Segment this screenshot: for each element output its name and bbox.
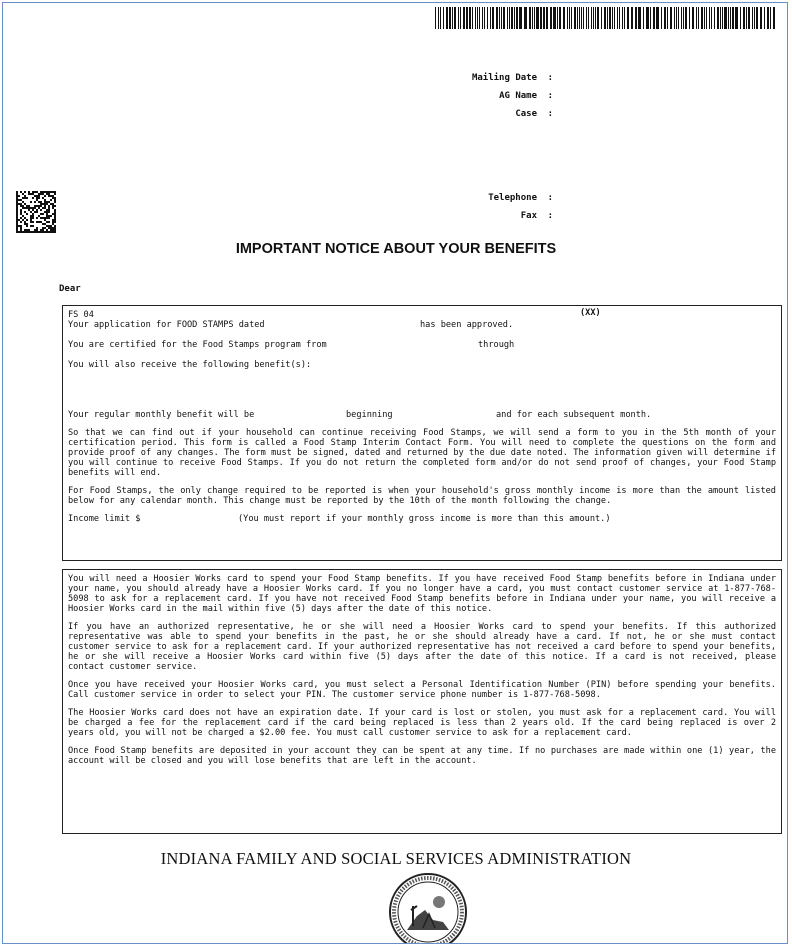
barcode-bar: [472, 7, 473, 29]
barcode-bar: [514, 7, 515, 29]
application-text: Your application for FOOD STAMPS dated: [68, 320, 265, 330]
barcode-bar: [469, 7, 471, 29]
telephone-label: Telephone: [488, 193, 537, 203]
barcode-bar: [674, 7, 675, 29]
barcode-bar: [709, 7, 710, 29]
barcode-bar: [676, 7, 677, 29]
subsequent-month-text: and for each subsequent month.: [496, 410, 652, 420]
barcode-bar: [452, 7, 453, 29]
barcode-bar: [681, 7, 682, 29]
barcode-bar: [764, 7, 765, 29]
barcode-bar: [767, 7, 769, 29]
income-limit-note: (You must report if your monthly gross income is more than this amount.): [238, 514, 611, 524]
hoosier-works-card-box: [62, 569, 782, 834]
barcode-bar: [740, 7, 741, 29]
barcode-bar: [667, 7, 668, 29]
barcode-bar: [443, 7, 444, 29]
card-info-paragraph: You will need a Hoosier Works card to spend your Food Stamp benefits. If you have received Food Stamp benefits before in Indiana under your name, you should already have a Hoosier Works card. If you no longer have a card, you must contact customer service at 1-877-768-5098 to ask for a replacement card. If you have not received Food Stamp benefits before in Indiana under your name, you will receive a Hoosier Works card in the mail within five (5) days after the date of this notice.: [68, 574, 776, 614]
barcode-bar: [524, 7, 527, 29]
form-code-suffix: (XX): [580, 308, 601, 318]
barcode-bar: [752, 7, 753, 29]
barcode-bar: [487, 7, 488, 29]
fax-label: Fax: [520, 211, 537, 221]
barcode-bar: [446, 7, 448, 29]
barcode-bar: [627, 7, 629, 29]
barcode-bar: [475, 7, 476, 29]
barcode-bar: [601, 7, 602, 29]
barcode-bar: [591, 7, 592, 29]
barcode-bar: [492, 7, 494, 29]
telephone-row: Telephone :: [433, 189, 653, 207]
barcode-bar: [670, 7, 672, 29]
barcode-bar: [563, 7, 565, 29]
barcode-bar: [559, 7, 561, 29]
authorized-representative-paragraph: If you have an authorized representative, he or she will need a Hoosier Works card to spend your benefits. If this authorized representative was able to spend your benefits in the past, he or she should already have a card. If not, he or she must contact customer service to ask for a replacement card. If your authorized representative has not received a card before to spend your benefits, he or she will receive a Hoosier Works card within five (5) days after the date of this notice. If a card is not received, please contact customer service.: [68, 622, 776, 672]
ag-name-label: AG Name: [499, 91, 537, 101]
barcode-bar: [577, 7, 578, 29]
ag-name-value: [553, 87, 653, 105]
barcode-bar: [646, 7, 649, 29]
contact-fields: [433, 189, 653, 225]
barcode-bar: [466, 7, 468, 29]
barcode-bar: [609, 7, 611, 29]
fax-value: [553, 207, 653, 225]
barcode-bar: [732, 7, 734, 29]
barcode-bar: [635, 7, 637, 29]
barcode-image: [435, 7, 775, 29]
barcode-bar: [760, 7, 762, 29]
barcode-bar: [588, 7, 589, 29]
datamatrix-code-icon: [16, 191, 56, 233]
barcode-bar: [617, 7, 618, 29]
barcode-bar: [529, 7, 531, 29]
barcode-bar: [511, 7, 513, 29]
barcode-bar: [458, 7, 459, 29]
account-expiration-paragraph: Once Food Stamp benefits are deposited in your account they can be spent at any time. If no purchases are made within one (1) year, the account will be closed and you will lose benefits that are left in the account.: [68, 746, 776, 766]
barcode-bar: [773, 7, 775, 29]
barcode-bar: [484, 7, 485, 29]
income-limit-label: Income limit $: [68, 514, 141, 524]
barcode-bar: [540, 7, 542, 29]
barcode-bar: [516, 7, 518, 29]
barcode-bar: [730, 7, 731, 29]
card-replacement-paragraph: The Hoosier Works card does not have an expiration date. If your card is lost or stolen, you must ask for a replacement card. You will be charged a fee for the replacement card if the card being replaced is less than 2 years old. If the card being replaced is over 2 years old, you will not be charged a $2.00 fee. You must call customer service to ask for a replacement card.: [68, 708, 776, 738]
barcode-bar: [650, 7, 651, 29]
barcode-bar: [756, 7, 758, 29]
barcode-bar: [546, 7, 548, 29]
barcode-bar: [614, 7, 615, 29]
case-row: Case :: [433, 105, 653, 123]
barcode-bar: [698, 7, 699, 29]
barcode-bar: [664, 7, 666, 29]
barcode-bar: [571, 7, 572, 29]
also-receive-text: You will also receive the following benefit(s):: [68, 360, 312, 370]
barcode-bar: [714, 7, 715, 29]
barcode-bar: [532, 7, 533, 29]
barcode-bar: [706, 7, 707, 29]
barcode-bar: [460, 7, 461, 29]
barcode-bar: [581, 7, 582, 29]
barcode-bar: [569, 7, 570, 29]
barcode-bar: [479, 7, 480, 29]
barcode-bar: [490, 7, 491, 29]
barcode-bar: [624, 7, 625, 29]
barcode-bar: [574, 7, 576, 29]
benefit-approval-box: [62, 305, 782, 561]
barcode-bar: [534, 7, 535, 29]
interim-contact-paragraph: So that we can find out if your household can continue receiving Food Stamps, we will send a form to you in the 5th month of your certification period. This form is called a Food Stamp Interim Contact Form. You will need to complete the questions on the form and provide proof of any changes. The form must be signed, dated and returned by the due date noted. The information given will determine if you will continue to receive Food Stamps. If you do not return the completed form and/or do not send proof of changes, your Food Stamp benefits will end.: [68, 428, 776, 478]
barcode-bar: [454, 7, 456, 29]
barcode-bar: [704, 7, 705, 29]
beginning-text: beginning: [346, 410, 393, 420]
barcode-bar: [701, 7, 703, 29]
case-label: Case: [515, 109, 537, 119]
barcode-bar: [692, 7, 694, 29]
barcode-bar: [696, 7, 697, 29]
barcode-bar: [503, 7, 505, 29]
barcode-bar: [622, 7, 623, 29]
agency-name: INDIANA FAMILY AND SOCIAL SERVICES ADMINISTRATION: [160, 849, 632, 868]
state-seal-icon: [383, 870, 473, 944]
barcode-bar: [543, 7, 545, 29]
barcode-bar: [449, 7, 451, 29]
certified-text: You are certified for the Food Stamps program from: [68, 340, 327, 350]
barcode-bar: [550, 7, 552, 29]
greeting: Dear: [59, 284, 81, 294]
through-text: through: [478, 340, 515, 350]
barcode-bar: [653, 7, 655, 29]
barcode-bar: [612, 7, 613, 29]
barcode-bar: [746, 7, 747, 29]
mailing-date-value: [553, 69, 653, 87]
barcode-bar: [463, 7, 465, 29]
mailing-date-row: Mailing Date :: [433, 69, 653, 87]
barcode-bar: [748, 7, 750, 29]
notice-page: [2, 2, 788, 944]
barcode-bar: [720, 7, 721, 29]
barcode-bar: [482, 7, 483, 29]
barcode-bar: [579, 7, 580, 29]
barcode-bar: [722, 7, 723, 29]
barcode-bar: [496, 7, 498, 29]
barcode-bar: [519, 7, 522, 29]
barcode-bar: [685, 7, 687, 29]
barcode-bar: [604, 7, 606, 29]
barcode-bar: [656, 7, 659, 29]
barcode-bar: [638, 7, 641, 29]
barcode-bar: [507, 7, 508, 29]
barcode-bar: [553, 7, 556, 29]
barcode-bar: [717, 7, 719, 29]
barcode-bar: [770, 7, 771, 29]
ag-name-row: AG Name :: [433, 87, 653, 105]
monthly-benefit-text: Your regular monthly benefit will be: [68, 410, 255, 420]
barcode-bar: [595, 7, 596, 29]
barcode-bar: [607, 7, 608, 29]
barcode-bar: [643, 7, 644, 29]
barcode-bar: [754, 7, 755, 29]
barcode-bar: [477, 7, 478, 29]
barcode-bar: [586, 7, 587, 29]
mailing-date-label: Mailing Date: [471, 73, 537, 83]
fax-row: Fax :: [433, 207, 653, 225]
header-fields: [433, 69, 653, 123]
barcode-bar: [435, 7, 436, 29]
barcode-bar: [735, 7, 738, 29]
barcode-bar: [509, 7, 510, 29]
barcode-bar: [501, 7, 502, 29]
telephone-value: [553, 189, 653, 207]
barcode-bar: [619, 7, 620, 29]
barcode-bar: [631, 7, 633, 29]
barcode-bar: [567, 7, 568, 29]
barcode-bar: [678, 7, 679, 29]
barcode-bar: [683, 7, 684, 29]
barcode-bar: [536, 7, 539, 29]
barcode-bar: [583, 7, 584, 29]
case-value: [553, 105, 653, 123]
barcode-bar: [440, 7, 441, 29]
notice-title: IMPORTANT NOTICE ABOUT YOUR BENEFITS: [235, 241, 557, 257]
form-code: FS 04: [68, 310, 94, 320]
barcode-bar: [438, 7, 439, 29]
barcode-bar: [728, 7, 729, 29]
barcode-bar: [661, 7, 662, 29]
barcode-bar: [689, 7, 690, 29]
pin-paragraph: Once you have received your Hoosier Works card, you must select a Personal Identification Number (PIN) before spending your benefits. Call customer service in order to select your PIN. The customer service phone number is 1-877-768-5098.: [68, 680, 776, 700]
reporting-change-paragraph: For Food Stamps, the only change required to be reported is when your household's gross monthly income is more than the amount listed below for any calendar month. This change must be reported by the 10th of the month following the change.: [68, 486, 776, 506]
barcode-bar: [743, 7, 745, 29]
approved-text: has been approved.: [420, 320, 514, 330]
barcode-bar: [557, 7, 558, 29]
barcode-bar: [593, 7, 594, 29]
barcode-bar: [597, 7, 599, 29]
barcode-bar: [724, 7, 727, 29]
barcode-bar: [499, 7, 500, 29]
barcode-bar: [711, 7, 712, 29]
